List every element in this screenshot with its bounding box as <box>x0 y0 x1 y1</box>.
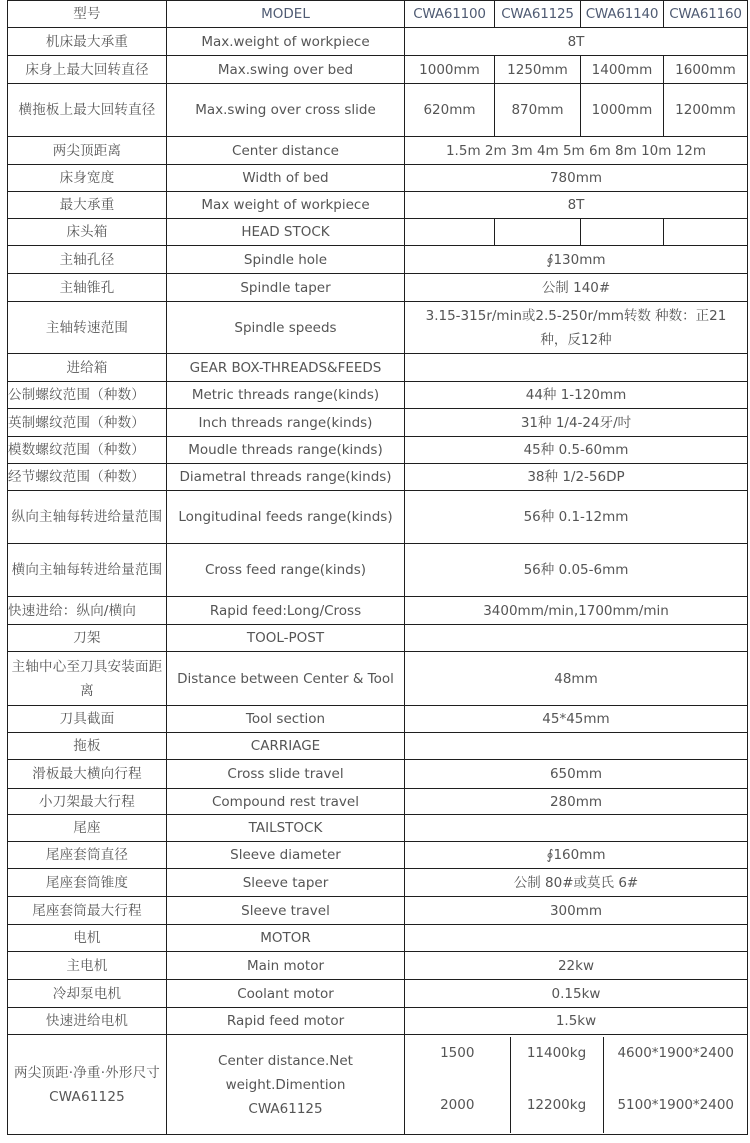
label-en: Longitudinal feeds range(kinds) <box>167 491 405 544</box>
label-cn: 英制螺纹范围（种数） <box>8 409 167 437</box>
row-inch-threads <box>8 409 748 437</box>
label-en: Sleeve travel <box>167 897 405 925</box>
row-cross-feeds <box>8 544 748 597</box>
section-motor <box>8 925 748 952</box>
value: 45*45mm <box>405 706 748 733</box>
row-sleeve-taper <box>8 869 748 897</box>
label-en: Center distance <box>167 137 405 165</box>
label-en: Coolant motor <box>167 980 405 1008</box>
row-spindle-taper <box>8 274 748 302</box>
dimension-values <box>405 1035 748 1135</box>
label-en: Inch threads range(kinds) <box>167 409 405 437</box>
row-swing-bed <box>8 56 748 84</box>
section-gear-box <box>8 354 748 382</box>
value-cwa61160: 1600mm <box>664 56 748 84</box>
value: 0.15kw <box>405 980 748 1008</box>
label-en: Tool section <box>167 706 405 733</box>
value: 8T <box>405 192 748 219</box>
label-cn: 主轴锥孔 <box>8 274 167 302</box>
empty-cell <box>664 219 748 246</box>
label-en: Metric threads range(kinds) <box>167 382 405 409</box>
row-rapid-feed <box>8 597 748 625</box>
row-long-feeds <box>8 491 748 544</box>
value: 31种 1/4-24牙/吋 <box>405 409 748 437</box>
value: 3.15-315r/min或2.5-250r/mm转数 种数：正21种，反12种 <box>405 302 748 354</box>
label-cn: 最大承重 <box>8 192 167 219</box>
value: 1.5kw <box>405 1008 748 1035</box>
value: 280mm <box>405 789 748 815</box>
row-sleeve-diameter <box>8 842 748 869</box>
value-cwa61100: 620mm <box>405 84 495 137</box>
empty-cell <box>405 733 748 760</box>
label-cn: 尾座套筒直径 <box>8 842 167 869</box>
header-en: MODEL <box>167 1 405 28</box>
label-cn: 公制螺纹范围（种数） <box>8 382 167 409</box>
row-dimension <box>8 1035 748 1135</box>
value-cwa61125: 870mm <box>495 84 581 137</box>
row-rapid-motor <box>8 1008 748 1035</box>
label-en: Max.swing over bed <box>167 56 405 84</box>
row-module-threads <box>8 437 748 464</box>
empty-cell <box>581 219 664 246</box>
header-cn: 型号 <box>8 1 167 28</box>
label-en: Spindle taper <box>167 274 405 302</box>
row-center-distance <box>8 137 748 165</box>
value: 8T <box>405 28 748 56</box>
label-cn: 主轴中心至刀具安装面距离 <box>8 652 167 706</box>
label-en: Compound rest travel <box>167 789 405 815</box>
row-main-motor <box>8 952 748 980</box>
label-en: Spindle speeds <box>167 302 405 354</box>
label-en: TOOL-POST <box>167 625 405 652</box>
label-cn: 进给箱 <box>8 354 167 382</box>
weight-12200: 12200kg <box>526 1096 587 1113</box>
label-cn: 快速进给：纵向/横向 <box>8 597 167 625</box>
row-sleeve-travel <box>8 897 748 925</box>
section-tool-post <box>8 625 748 652</box>
label-cn: 小刀架最大行程 <box>8 789 167 815</box>
section-tailstock <box>8 815 748 842</box>
value-cwa61140: 1400mm <box>581 56 664 84</box>
value: ∮130mm <box>405 246 748 274</box>
label-en: MOTOR <box>167 925 405 952</box>
label-cn: 床头箱 <box>8 219 167 246</box>
label-cn: 横向主轴每转进给量范围 <box>8 544 167 597</box>
distance-column <box>405 1037 510 1133</box>
value: 公制 80#或莫氏 6# <box>405 869 748 897</box>
size-4600: 4600*1900*2400 <box>617 1044 735 1061</box>
label-cn: 经节螺纹范围（种数） <box>8 464 167 491</box>
label-cn: 床身宽度 <box>8 165 167 192</box>
label-cn: 两尖顶距离 <box>8 137 167 165</box>
value-cwa61100: 1000mm <box>405 56 495 84</box>
label-en: Max.weight of workpiece <box>167 28 405 56</box>
section-carriage <box>8 733 748 760</box>
label-en: Moudle threads range(kinds) <box>167 437 405 464</box>
label-cn: 拖板 <box>8 733 167 760</box>
distance-1500: 1500 <box>440 1044 475 1061</box>
value: 56种 0.1-12mm <box>405 491 748 544</box>
label-cn: 模数螺纹范围（种数） <box>8 437 167 464</box>
label-cn: 机床最大承重 <box>8 28 167 56</box>
row-max-weight <box>8 28 748 56</box>
row-spindle-hole <box>8 246 748 274</box>
label-en: Sleeve taper <box>167 869 405 897</box>
label-en: Main motor <box>167 952 405 980</box>
row-max-weight-2 <box>8 192 748 219</box>
label-cn: 滑板最大横向行程 <box>8 760 167 789</box>
row-metric-threads <box>8 382 748 409</box>
label-cn: 主轴孔径 <box>8 246 167 274</box>
value-cwa61160: 1200mm <box>664 84 748 137</box>
distance-2000: 2000 <box>440 1096 475 1113</box>
value: 300mm <box>405 897 748 925</box>
label-cn: 冷却泵电机 <box>8 980 167 1008</box>
label-en: Rapid feed:Long/Cross <box>167 597 405 625</box>
dimension-subtable <box>405 1037 748 1133</box>
label-cn: 快速进给电机 <box>8 1008 167 1035</box>
label-cn: 床身上最大回转直径 <box>8 56 167 84</box>
row-compound-rest <box>8 789 748 815</box>
model-cwa61125: CWA61125 <box>495 1 581 28</box>
label-en: HEAD STOCK <box>167 219 405 246</box>
row-swing-cross <box>8 84 748 137</box>
label-en: Center distance.Net weight.Dimention CWA61125 <box>167 1035 405 1135</box>
label-cn: 主电机 <box>8 952 167 980</box>
label-cn: 主轴转速范围 <box>8 302 167 354</box>
label-en: Sleeve diameter <box>167 842 405 869</box>
label-cn: 尾座 <box>8 815 167 842</box>
weight-column <box>510 1037 603 1133</box>
empty-cell <box>405 815 748 842</box>
label-en: GEAR BOX-THREADS&FEEDS <box>167 354 405 382</box>
value-cwa61140: 1000mm <box>581 84 664 137</box>
empty-cell <box>405 625 748 652</box>
label-cn: 刀具截面 <box>8 706 167 733</box>
row-spindle-speeds <box>8 302 748 354</box>
label-en: Max weight of workpiece <box>167 192 405 219</box>
model-cwa61100: CWA61100 <box>405 1 495 28</box>
label-cn: 横拖板上最大回转直径 <box>8 84 167 137</box>
label-cn: 尾座套筒最大行程 <box>8 897 167 925</box>
row-center-tool <box>8 652 748 706</box>
row-coolant-motor <box>8 980 748 1008</box>
empty-cell <box>405 219 495 246</box>
label-cn: 电机 <box>8 925 167 952</box>
value: 780mm <box>405 165 748 192</box>
value: 公制 140# <box>405 274 748 302</box>
label-cn: 纵向主轴每转进给量范围 <box>8 491 167 544</box>
value: 650mm <box>405 760 748 789</box>
empty-cell <box>405 925 748 952</box>
spec-table <box>7 0 748 1135</box>
label-en: TAILSTOCK <box>167 815 405 842</box>
label-en: Cross feed range(kinds) <box>167 544 405 597</box>
label-en: Rapid feed motor <box>167 1008 405 1035</box>
value-cwa61125: 1250mm <box>495 56 581 84</box>
label-cn: 刀架 <box>8 625 167 652</box>
empty-cell <box>495 219 581 246</box>
row-tool-section <box>8 706 748 733</box>
row-diametral-threads <box>8 464 748 491</box>
value: 48mm <box>405 652 748 706</box>
label-en: Width of bed <box>167 165 405 192</box>
label-en: Cross slide travel <box>167 760 405 789</box>
size-column <box>603 1037 748 1133</box>
section-head-stock <box>8 219 748 246</box>
label-cn: 两尖顶距·净重·外形尺寸 CWA61125 <box>8 1035 167 1135</box>
weight-11400: 11400kg <box>526 1044 587 1061</box>
empty-cell <box>405 354 748 382</box>
header-row <box>8 1 748 28</box>
value: 38种 1/2-56DP <box>405 464 748 491</box>
size-5100: 5100*1900*2400 <box>617 1096 735 1113</box>
model-cwa61160: CWA61160 <box>664 1 748 28</box>
value: 44种 1-120mm <box>405 382 748 409</box>
value: 56种 0.05-6mm <box>405 544 748 597</box>
value: ∮160mm <box>405 842 748 869</box>
label-en: Distance between Center & Tool <box>167 652 405 706</box>
label-cn: 尾座套筒锥度 <box>8 869 167 897</box>
row-bed-width <box>8 165 748 192</box>
label-en: Max.swing over cross slide <box>167 84 405 137</box>
value: 3400mm/min,1700mm/min <box>405 597 748 625</box>
model-cwa61140: CWA61140 <box>581 1 664 28</box>
row-cross-slide <box>8 760 748 789</box>
value: 1.5m 2m 3m 4m 5m 6m 8m 10m 12m <box>405 137 748 165</box>
label-en: Diametral threads range(kinds) <box>167 464 405 491</box>
label-en: Spindle hole <box>167 246 405 274</box>
value: 45种 0.5-60mm <box>405 437 748 464</box>
label-en: CARRIAGE <box>167 733 405 760</box>
value: 22kw <box>405 952 748 980</box>
